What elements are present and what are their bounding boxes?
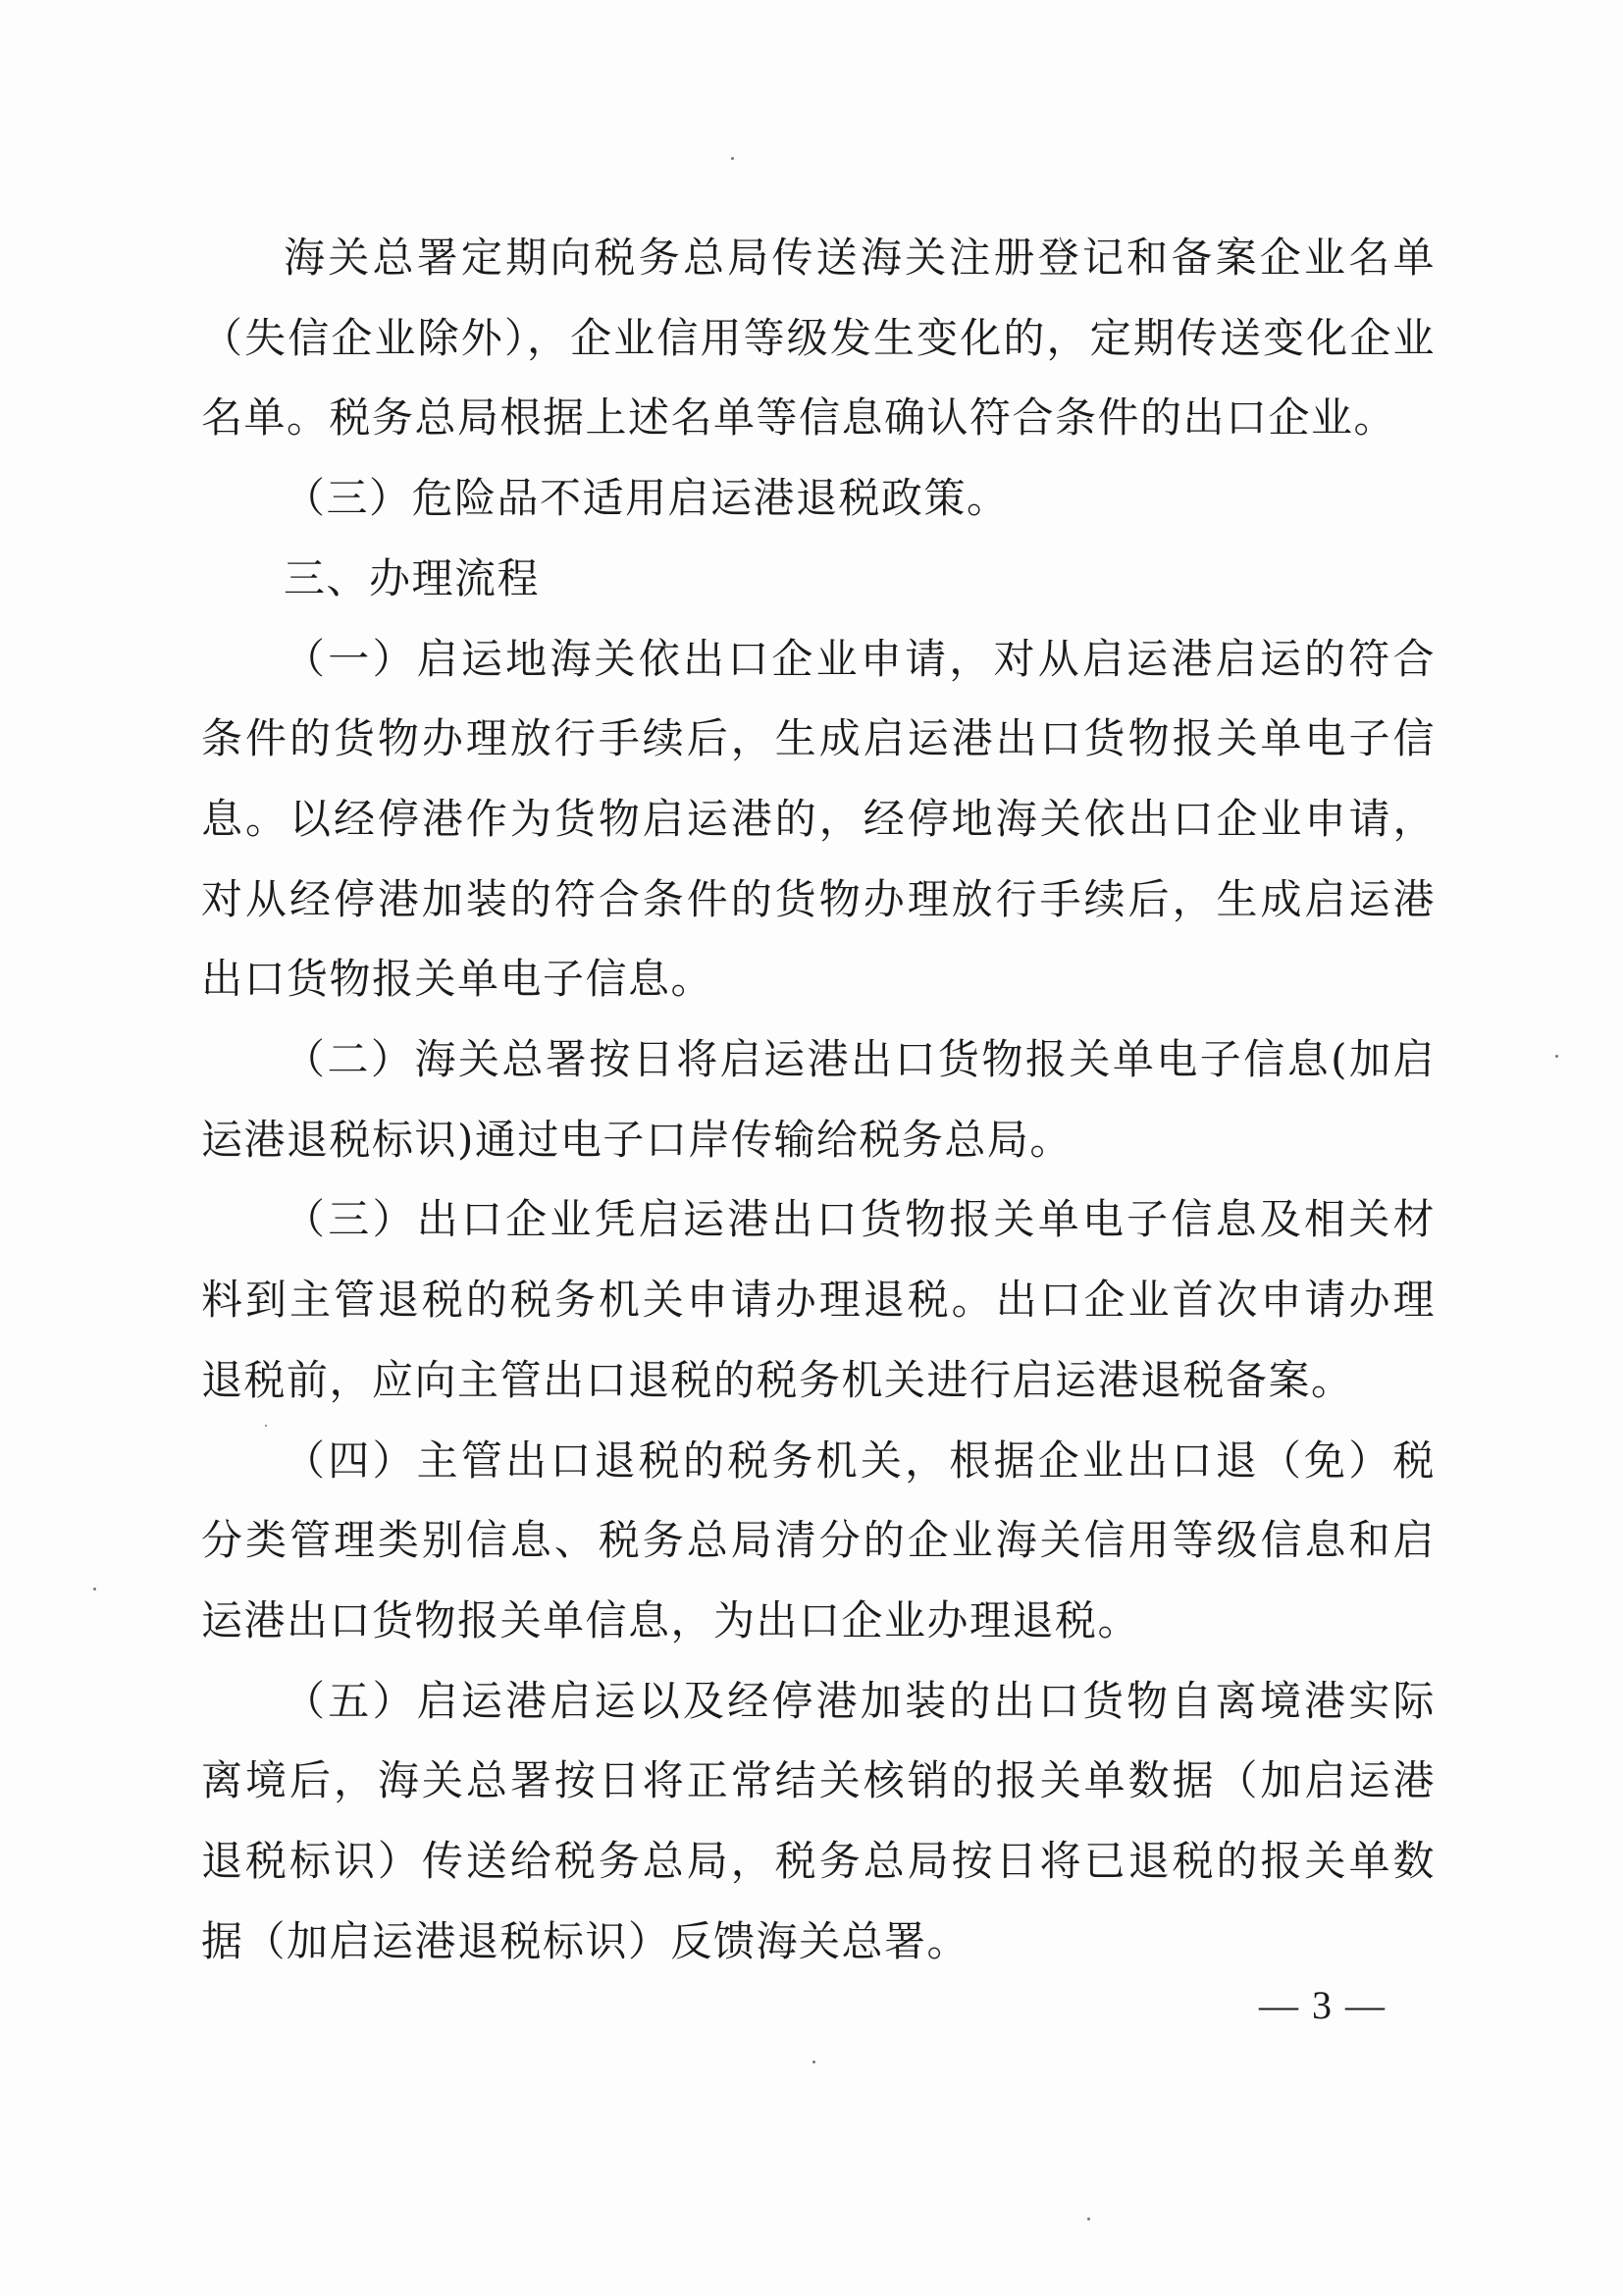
scan-speck <box>265 1425 267 1427</box>
document-body <box>201 218 1436 1981</box>
page-number: — 3 — <box>1259 1983 1387 2027</box>
paragraph-step-2: （二）海关总署按日将启运港出口货物报关单电子信息(加启运港退税标识)通过电子口岸传输给税务总局。 <box>201 1035 1436 1164</box>
paragraph-dangerous-goods: （三）危险品不适用启运港退税政策。 <box>284 474 1010 523</box>
paragraph-step-1: （一）启运地海关依出口企业申请，对从启运港启运的符合条件的货物办理放行手续后，生成启运港出口货物报关单电子信息。以经停港作为货物启运港的，经停地海关依出口企业申请，对从经停港加装的符合条件的货物办理放行手续后，生成启运港出口货物报关单电子信息。 <box>201 634 1436 1004</box>
scan-speck <box>731 157 734 160</box>
scan-speck <box>1555 1055 1558 1058</box>
paragraph-step-4: （四）主管出口退税的税务机关，根据企业出口退（免）税分类管理类别信息、税务总局清分的企业海关信用等级信息和启运港出口货物报关单信息，为出口企业办理退税。 <box>201 1435 1436 1644</box>
section-heading-procedure: 三、办理流程 <box>284 553 541 602</box>
paragraph-customs-list: 海关总署定期向税务总局传送海关注册登记和备案企业名单（失信企业除外），企业信用等级发生变化的，定期传送变化企业名单。税务总局根据上述名单等信息确认符合条件的出口企业。 <box>201 234 1436 443</box>
paragraph-step-5: （五）启运港启运以及经停港加装的出口货物自离境港实际离境后，海关总署按日将正常结关核销的报关单数据（加启运港退税标识）传送给税务总局，税务总局按日将已退税的报关单数据（加启运港退税标识）反馈海关总署。 <box>201 1676 1436 1965</box>
scan-speck <box>93 1588 96 1591</box>
paragraph-step-3: （三）出口企业凭启运港出口货物报关单电子信息及相关材料到主管退税的税务机关申请办理退税。出口企业首次申请办理退税前，应向主管出口退税的税务机关进行启运港退税备案。 <box>201 1195 1436 1404</box>
scan-speck <box>812 2061 815 2063</box>
scan-speck <box>1087 2218 1090 2220</box>
